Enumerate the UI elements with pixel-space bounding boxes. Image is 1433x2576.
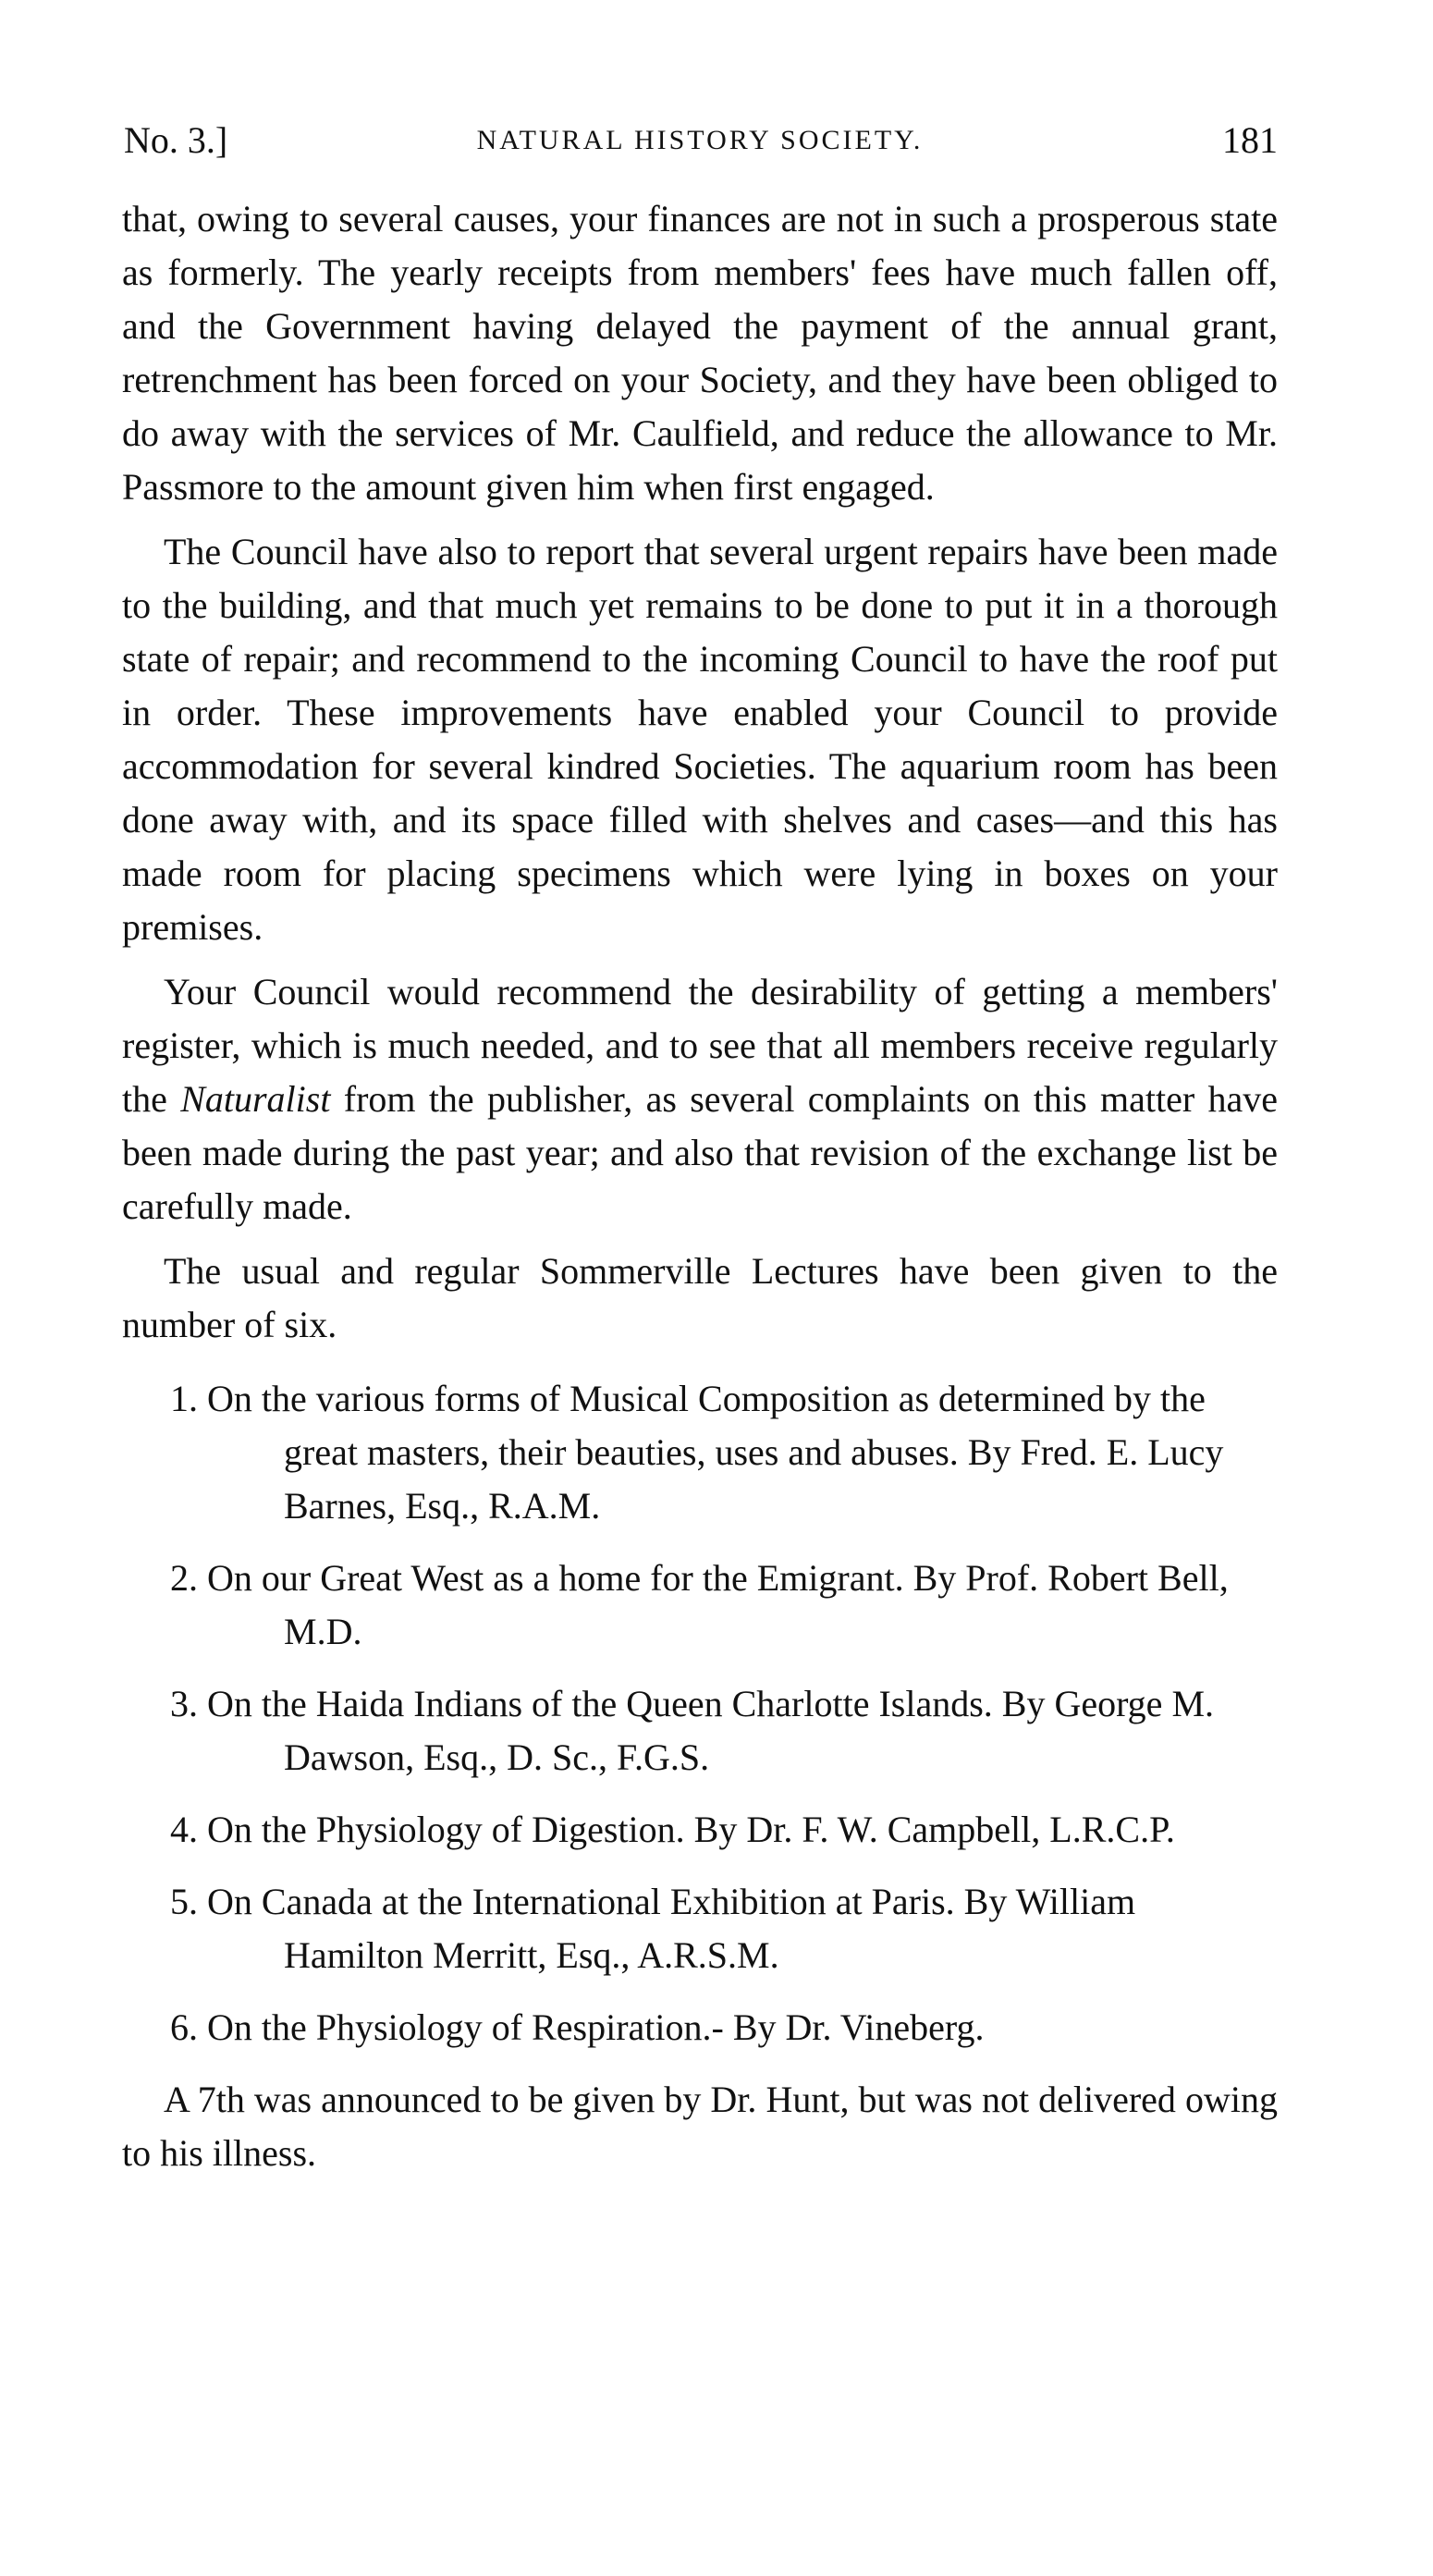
- lecture-item: [122, 1875, 1278, 1982]
- lecture-text: On the Haida Indians of the Queen Charlotte Islands. By George M. Dawson, Esq., D. Sc., F.G.S.: [207, 1683, 1215, 1778]
- lecture-text: On our Great West as a home for the Emigrant. By Prof. Robert Bell, M.D.: [207, 1557, 1229, 1652]
- page-number: 181: [1222, 119, 1278, 161]
- running-title: NATURAL HISTORY SOCIETY.: [476, 125, 924, 155]
- naturalist-title: Naturalist: [180, 1078, 331, 1120]
- lecture-number: 1.: [170, 1378, 198, 1419]
- lecture-text: On the Physiology of Respiration.- By Dr. Vineberg.: [207, 2006, 985, 2048]
- lecture-item: [122, 2001, 1278, 2055]
- lecture-number: 3.: [170, 1683, 198, 1724]
- lecture-text: On Canada at the International Exhibition at Paris. By William Hamilton Merritt, Esq., A.R.S.M.: [207, 1881, 1136, 1976]
- body-text: [122, 192, 1278, 2180]
- lecture-text: On the various forms of Musical Composition as determined by the great masters, their beauties, uses and abuses. By Fred. E. Lucy Barnes, Esq., R.A.M.: [207, 1378, 1224, 1527]
- paragraph-register-part1: Your Council would recommend the desirability of getting a members' register, which is much needed, and to see that all members receive regularly the: [122, 971, 1278, 1120]
- lecture-number: 5.: [170, 1881, 198, 1922]
- lecture-item: [122, 1552, 1278, 1659]
- issue-number: No. 3.]: [124, 119, 228, 161]
- paragraph-repairs: The Council have also to report that several urgent repairs have been made to the building, and that much yet remains to be done to put it in a thorough state of repair; and recommend to the incoming Council to have the roof put in order. These improvements have enabled your Council to provide accommodation for several kindred Societies. The aquarium room has been done away with, and its space filled with shelves and cases—and this has made room for placing specimens which were lying in boxes on your premises.: [122, 531, 1278, 948]
- lecture-number: 2.: [170, 1557, 198, 1599]
- lecture-text: On the Physiology of Digestion. By Dr. F. W. Campbell, L.R.C.P.: [207, 1809, 1175, 1850]
- page-header: [122, 104, 1278, 178]
- paragraph-seventh-lecture: A 7th was announced to be given by Dr. Hunt, but was not delivered owing to his illness.: [122, 2079, 1278, 2174]
- document-page: [122, 104, 1278, 2191]
- paragraph-finances: that, owing to several causes, your finances are not in such a prosperous state as formerly. The yearly receipts from members' fees have much fallen off, and the Government having delayed the payment of the annual grant, retrenchment has been forced on your Society, and they have been obliged to do away with the services of Mr. Caulfield, and reduce the allowance to Mr. Passmore to the amount given him when first engaged.: [122, 198, 1278, 508]
- lecture-number: 6.: [170, 2006, 198, 2048]
- paragraph-lectures-intro: The usual and regular Sommerville Lectures have been given to the number of six.: [122, 1250, 1278, 1345]
- lecture-list: [122, 1372, 1278, 2055]
- paragraph-register-part2: from the publisher, as several complaints on this matter have been made during the past year; and also that revision of the exchange list be carefully made.: [122, 1078, 1279, 1227]
- lecture-number: 4.: [170, 1809, 198, 1850]
- lecture-item: [122, 1677, 1278, 1785]
- lecture-item: [122, 1372, 1278, 1533]
- paragraph-register: [122, 965, 1278, 1233]
- lecture-item: [122, 1803, 1278, 1857]
